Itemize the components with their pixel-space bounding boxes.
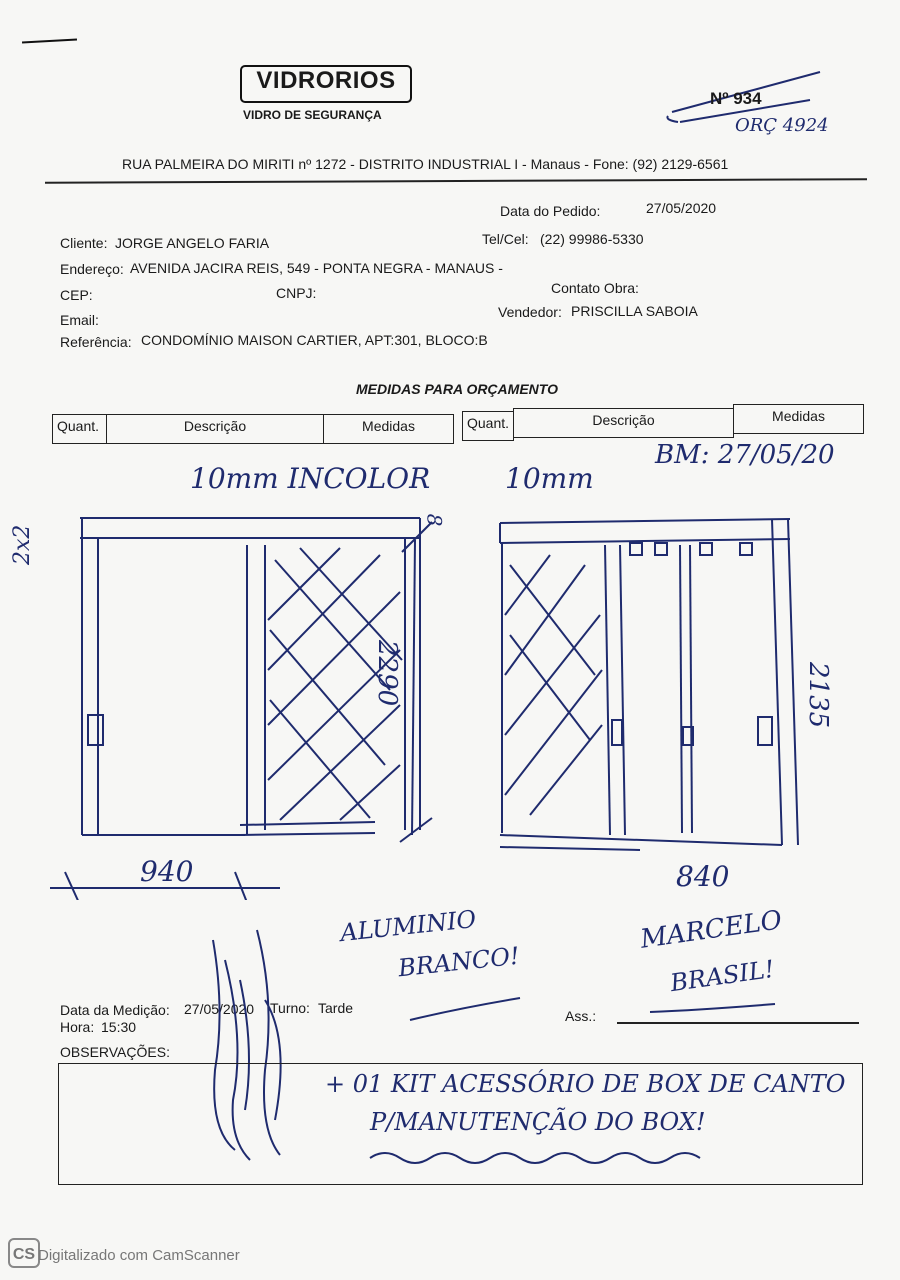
left-top-note: 8 bbox=[422, 513, 447, 527]
time-value: 15:30 bbox=[101, 1019, 137, 1035]
client-label: Cliente: bbox=[60, 235, 108, 251]
address-label: Endereço: bbox=[60, 261, 124, 277]
measures-title: MEDIDAS PARA ORÇAMENTO bbox=[356, 381, 558, 397]
right-width-dimension: 840 bbox=[676, 860, 730, 893]
cnpj-label: CNPJ: bbox=[276, 285, 317, 301]
right-height-dimension: 2135 bbox=[803, 662, 833, 729]
right-profile-note-1: MARCELO bbox=[638, 905, 784, 955]
cep-label: CEP: bbox=[60, 287, 93, 303]
company-address: RUA PALMEIRA DO MIRITI nº 1272 - DISTRITO INDUSTRIAL I - Manaus - Fone: (92) 2129-6561 bbox=[122, 156, 729, 172]
col-quant-left: Quant. bbox=[52, 414, 107, 444]
company-tagline: VIDRO DE SEGURANÇA bbox=[243, 108, 382, 122]
camscanner-watermark: Digitalizado com CamScanner bbox=[38, 1247, 240, 1264]
company-logo: VIDRORIOS bbox=[256, 67, 396, 94]
camscanner-logo: CS bbox=[8, 1238, 40, 1268]
observation-wavy-underline bbox=[365, 1140, 765, 1170]
contact-label: Contato Obra: bbox=[551, 280, 639, 296]
reference-label: Referência: bbox=[60, 334, 132, 350]
observation-line-1: + 01 KIT ACESSÓRIO DE BOX DE CANTO bbox=[325, 1070, 846, 1098]
header-divider bbox=[45, 178, 867, 184]
shift-label: Turno: bbox=[270, 1000, 310, 1016]
col-measures-left: Medidas bbox=[323, 414, 454, 444]
right-profile-note-2: BRASIL! bbox=[668, 954, 776, 998]
observations-label: OBSERVAÇÕES: bbox=[60, 1044, 170, 1060]
email-label: Email: bbox=[60, 312, 99, 328]
time-label: Hora: bbox=[60, 1019, 95, 1035]
signature-line bbox=[617, 1022, 859, 1024]
note-underlines bbox=[400, 990, 820, 1030]
client-value: JORGE ANGELO FARIA bbox=[115, 235, 270, 251]
order-date-value: 27/05/2020 bbox=[646, 200, 717, 216]
corner-mark bbox=[22, 39, 77, 44]
left-profile-note-2: BRANCO! bbox=[396, 941, 521, 983]
reference-value: CONDOMÍNIO MAISON CARTIER, APT:301, BLOCO:B bbox=[141, 332, 488, 348]
right-glass-spec: 10mm bbox=[505, 462, 594, 495]
left-glass-spec: 10mm INCOLOR bbox=[190, 462, 431, 495]
col-quant-right: Quant. bbox=[462, 411, 514, 441]
seller-value: PRISCILLA SABOIA bbox=[571, 303, 698, 319]
order-date-label: Data do Pedido: bbox=[500, 203, 601, 219]
order-number: Nº 934 bbox=[710, 89, 762, 108]
shift-value: Tarde bbox=[318, 1000, 354, 1016]
left-side-note: 2x2 bbox=[10, 524, 35, 565]
right-door-sketch bbox=[490, 505, 820, 865]
right-date-note: BM: 27/05/20 bbox=[655, 440, 835, 470]
col-desc-left: Descrição bbox=[106, 414, 324, 444]
signature-label: Ass.: bbox=[565, 1008, 597, 1024]
measure-date-value: 27/05/2020 bbox=[184, 1001, 255, 1017]
phone-value: (22) 99986-5330 bbox=[540, 231, 644, 247]
left-height-dimension: 2290 bbox=[372, 640, 402, 707]
left-profile-note-1: ALUMINIO bbox=[338, 904, 478, 948]
measure-date-label: Data da Medição: bbox=[60, 1002, 170, 1018]
address-value: AVENIDA JACIRA REIS, 549 - PONTA NEGRA - MANAUS - bbox=[130, 260, 503, 276]
observation-line-2: P/MANUTENÇÃO DO BOX! bbox=[370, 1108, 706, 1136]
budget-number-note: ORÇ 4924 bbox=[735, 115, 829, 136]
col-desc-right: Descrição bbox=[513, 408, 734, 438]
phone-label: Tel/Cel: bbox=[482, 231, 529, 247]
seller-label: Vendedor: bbox=[498, 304, 562, 320]
col-measures-right: Medidas bbox=[733, 404, 864, 434]
left-width-dimension: 940 bbox=[140, 855, 194, 888]
